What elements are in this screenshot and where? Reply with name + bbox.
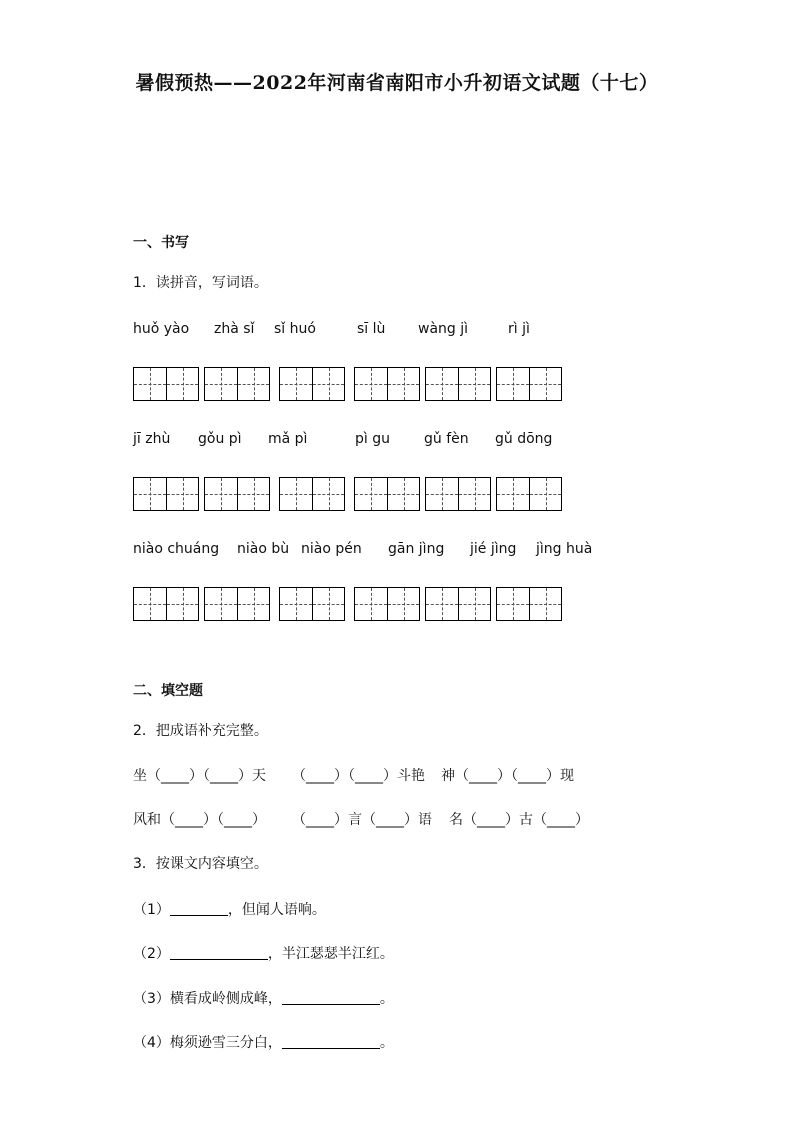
idiom-row-1 bbox=[0, 765, 794, 787]
writing-box[interactable] bbox=[204, 477, 270, 511]
pinyin-label: wàng jì bbox=[418, 321, 469, 337]
question1-text: 1．读拼音，写词语。 bbox=[133, 275, 268, 291]
fill-suffix: 。 bbox=[379, 991, 394, 1007]
pinyin-label: niào chuáng bbox=[133, 541, 220, 557]
section1-heading: 一、书写 bbox=[133, 235, 189, 251]
pinyin-label: jié jìng bbox=[470, 541, 517, 557]
fill-prefix: （4）梅须逊雪三分白， bbox=[133, 1035, 282, 1051]
pinyin-label: niào bù bbox=[237, 541, 290, 557]
fill-prefix: （1） bbox=[133, 902, 170, 918]
pinyin-label: gān jìng bbox=[388, 541, 445, 557]
writing-box[interactable] bbox=[425, 587, 491, 621]
fill-prefix: （2） bbox=[133, 946, 170, 962]
pinyin-label: pì gu bbox=[355, 431, 390, 447]
pinyin-label: zhà sǐ bbox=[214, 321, 255, 337]
idiom-item[interactable]: 神（____）（____）现 bbox=[441, 768, 574, 784]
fill-line-2 bbox=[133, 943, 394, 963]
answer-blank[interactable] bbox=[282, 990, 380, 1005]
idiom-item[interactable]: 坐（____）（____）天 bbox=[133, 768, 266, 784]
writing-box[interactable] bbox=[133, 587, 199, 621]
pinyin-label: huǒ yào bbox=[133, 321, 190, 337]
pinyin-label: mǎ pì bbox=[268, 431, 308, 447]
writing-box[interactable] bbox=[279, 477, 345, 511]
pinyin-row-2 bbox=[0, 431, 794, 451]
writing-grid-row-3 bbox=[0, 587, 794, 621]
writing-box[interactable] bbox=[354, 587, 420, 621]
writing-box[interactable] bbox=[279, 587, 345, 621]
fill-suffix: ，但闻人语响。 bbox=[227, 902, 326, 918]
writing-box[interactable] bbox=[496, 587, 562, 621]
answer-blank[interactable] bbox=[282, 1034, 380, 1049]
section2-heading: 二、填空题 bbox=[133, 683, 203, 699]
writing-box[interactable] bbox=[204, 367, 270, 401]
writing-box[interactable] bbox=[354, 477, 420, 511]
fill-suffix: ，半江瑟瑟半江红。 bbox=[267, 946, 394, 962]
pinyin-label: gǒu pì bbox=[198, 431, 242, 447]
writing-box[interactable] bbox=[204, 587, 270, 621]
idiom-item[interactable]: 名（____）古（____） bbox=[449, 812, 589, 828]
writing-grid-row-1 bbox=[0, 367, 794, 401]
pinyin-row-3 bbox=[0, 541, 794, 561]
fill-line-4 bbox=[133, 1032, 394, 1052]
fill-line-3 bbox=[133, 988, 394, 1008]
pinyin-label: jìng huà bbox=[536, 541, 593, 557]
fill-suffix: 。 bbox=[379, 1035, 394, 1051]
writing-box[interactable] bbox=[354, 367, 420, 401]
writing-box[interactable] bbox=[279, 367, 345, 401]
question2-text: 2．把成语补充完整。 bbox=[133, 723, 268, 739]
answer-blank[interactable] bbox=[170, 945, 268, 960]
pinyin-label: gǔ dōng bbox=[495, 431, 553, 447]
idiom-item[interactable]: （____）（____）斗艳 bbox=[292, 768, 425, 784]
idiom-row-2 bbox=[0, 809, 794, 831]
writing-box[interactable] bbox=[496, 477, 562, 511]
question3-text: 3．按课文内容填空。 bbox=[133, 856, 268, 872]
pinyin-row-1 bbox=[0, 321, 794, 341]
writing-box[interactable] bbox=[133, 477, 199, 511]
pinyin-label: niào pén bbox=[301, 541, 362, 557]
document-title: 暑假预热——2022年河南省南阳市小升初语文试题（十七） bbox=[135, 72, 659, 94]
pinyin-label: sǐ huó bbox=[274, 321, 316, 337]
writing-box[interactable] bbox=[425, 477, 491, 511]
writing-grid-row-2 bbox=[0, 477, 794, 511]
fill-line-1 bbox=[133, 899, 326, 919]
pinyin-label: sī lù bbox=[357, 321, 386, 337]
idiom-item[interactable]: 风和（____）（____） bbox=[133, 812, 266, 828]
idiom-item[interactable]: （____）言（____）语 bbox=[292, 812, 432, 828]
writing-box[interactable] bbox=[496, 367, 562, 401]
writing-box[interactable] bbox=[425, 367, 491, 401]
writing-box[interactable] bbox=[133, 367, 199, 401]
answer-blank[interactable] bbox=[170, 901, 228, 916]
pinyin-label: gǔ fèn bbox=[424, 431, 469, 447]
pinyin-label: rì jì bbox=[508, 321, 530, 337]
pinyin-label: jī zhù bbox=[133, 431, 171, 447]
fill-prefix: （3）横看成岭侧成峰， bbox=[133, 991, 282, 1007]
